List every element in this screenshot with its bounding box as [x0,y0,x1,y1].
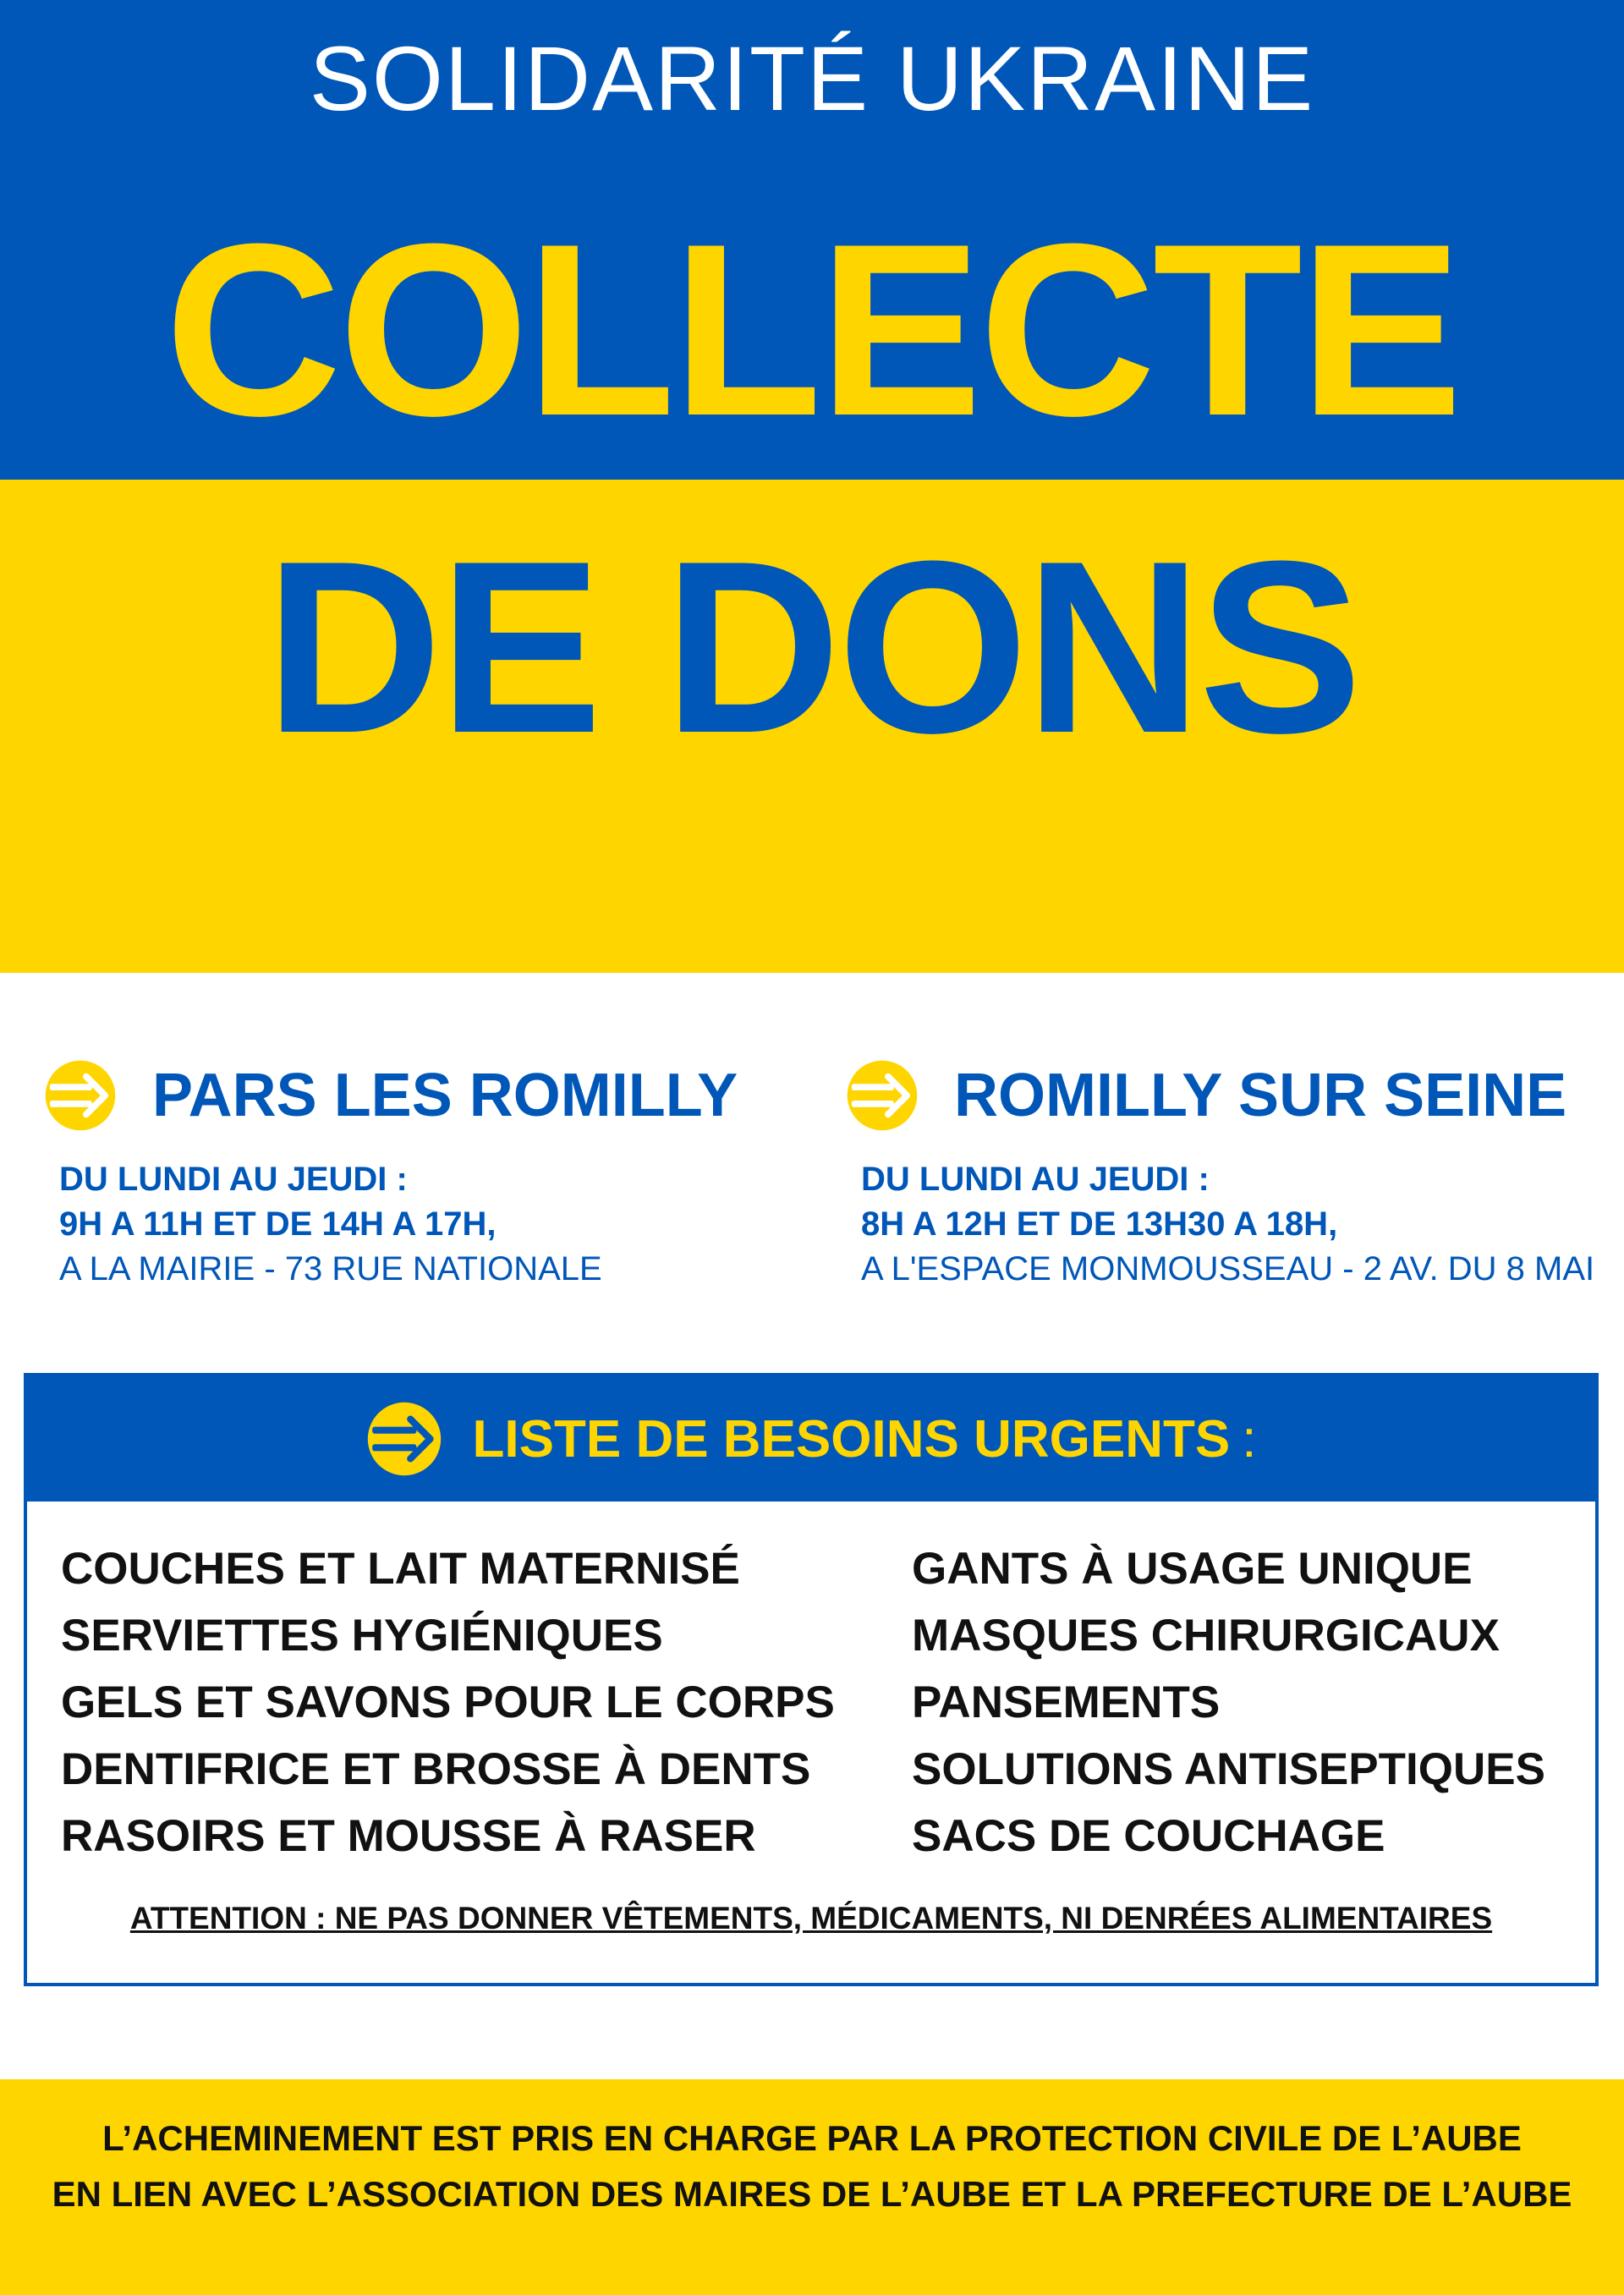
arrow-right-circle-icon [44,1059,117,1132]
footer-line-2: EN LIEN AVEC L’ASSOCIATION DES MAIRES DE L’AUBE ET LA PREFECTURE DE L’AUBE [52,2174,1572,2214]
list-item: SACS DE COUCHAGE [912,1811,1385,1861]
location-days: DU LUNDI AU JEUDI : [861,1161,1210,1198]
location-pars-les-romilly [44,1049,831,1292]
subtitle: SOLIDARITÉ UKRAINE [309,27,1315,129]
needs-list-right [912,1535,1545,1869]
urgent-needs-box [24,1373,1599,1986]
location-name: PARS LES ROMILLY [152,1062,738,1129]
arrow-right-circle-icon [366,1401,442,1477]
location-name: ROMILLY SUR SEINE [954,1062,1567,1129]
list-item: MASQUES CHIRURGICAUX [912,1611,1500,1661]
location-header [846,1049,1624,1142]
location-romilly-sur-seine [846,1049,1624,1292]
urgent-needs-title-text: LISTE DE BESOINS URGENTS [472,1409,1231,1469]
list-item: GANTS À USAGE UNIQUE [912,1544,1473,1594]
list-item: SERVIETTES HYGIÉNIQUES [61,1611,663,1661]
list-item: GELS ET SAVONS POUR LE CORPS [61,1677,835,1727]
footer-line-1: L’ACHEMINEMENT EST PRIS EN CHARGE PAR LA PROTECTION CIVILE DE L’AUBE [102,2118,1522,2158]
arrow-right-circle-icon [846,1059,919,1132]
location-address: A L'ESPACE MONMOUSSEAU - 2 AV. DU 8 MAI [861,1250,1595,1288]
needs-list-left [61,1535,835,1869]
location-header [44,1049,831,1142]
title-collecte: COLLECTE [164,193,1460,467]
urgent-needs-header [27,1376,1595,1502]
title-de-dons: DE DONS [265,510,1359,784]
location-address: A LA MAIRIE - 73 RUE NATIONALE [59,1250,602,1288]
list-item: PANSEMENTS [912,1677,1221,1727]
list-item: SOLUTIONS ANTISEPTIQUES [912,1744,1545,1794]
location-hours: 8H A 12H ET DE 13H30 A 18H, [861,1205,1338,1243]
list-item: DENTIFRICE ET BROSSE À DENTS [61,1744,811,1794]
warning-text: ATTENTION : NE PAS DONNER VÊTEMENTS, MÉDICAMENTS, NI DENRÉES ALIMENTAIRES [129,1901,1493,1935]
location-hours: 9H A 11H ET DE 14H A 17H, [59,1205,497,1243]
urgent-needs-title-colon: : [1242,1409,1257,1469]
location-days: DU LUNDI AU JEUDI : [59,1161,408,1198]
list-item: RASOIRS ET MOUSSE À RASER [61,1811,756,1861]
urgent-needs-title [473,1409,1257,1469]
list-item: COUCHES ET LAIT MATERNISÉ [61,1544,740,1594]
